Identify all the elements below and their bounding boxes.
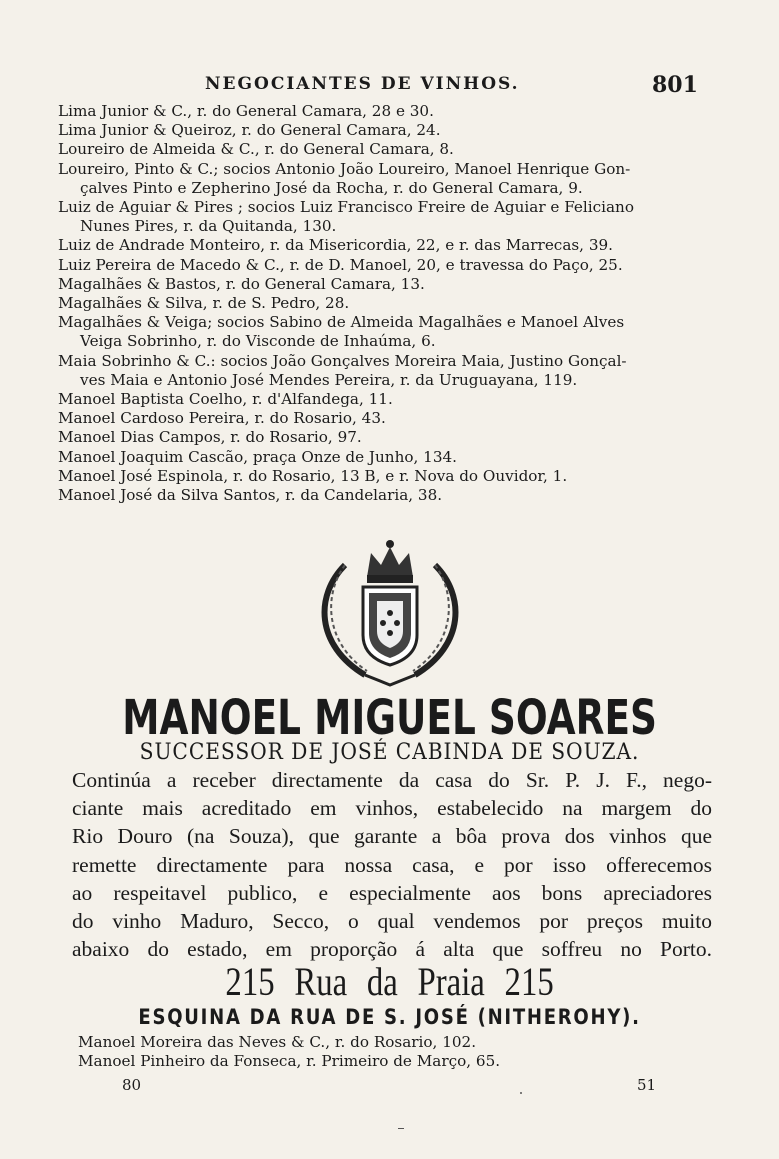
listing-entry: Manoel José Espinola, r. do Rosario, 13 B, e r. Nova do Ouvidor, 1. <box>58 466 568 485</box>
listing-entry: Luiz Pereira de Macedo & C., r. de D. Manoel, 20, e travessa do Paço, 25. <box>58 255 623 274</box>
page-header-title: NEGOCIANTES DE VINHOS. <box>205 74 520 94</box>
royal-coat-of-arms-emblem <box>305 535 475 690</box>
listing-entry: ves Maia e Antonio José Mendes Pereira, r. da Uruguayana, 119. <box>80 370 578 389</box>
listing-entry: Manoel José da Silva Santos, r. da Candelaria, 38. <box>58 486 443 505</box>
advert-body-line: ao respeitavel publico, e especialmente aos bons apreciadores <box>72 880 712 905</box>
listing-entry: çalves Pinto e Zepherino José da Rocha, r. do General Camara, 9. <box>80 178 583 197</box>
advert-body-line: Rio Douro (na Souza), que garante a bôa prova dos vinhos que <box>72 824 712 849</box>
listing-entry: Manoel Moreira das Neves & C., r. do Rosario, 102. <box>78 1033 477 1051</box>
advert-corner-location: ESQUINA DA RUA DE S. JOSÉ (NITHEROHY). <box>138 1005 641 1029</box>
listing-entry: Magalhães & Veiga; socios Sabino de Almeida Magalhães e Manoel Alves <box>58 313 625 332</box>
advert-body-line: ciante mais acreditado em vinhos, estabelecido na margem do <box>72 796 712 821</box>
advert-body-line: remette directamente para nossa casa, e por isso offerecemos <box>72 852 712 877</box>
listing-entry: Loureiro, Pinto & C.; socios Antonio João Loureiro, Manoel Henrique Gon- <box>58 159 631 178</box>
listing-entry: Manoel Joaquim Cascão, praça Onze de Junho, 134. <box>58 447 457 466</box>
advert-subtitle: SUCCESSOR DE JOSÉ CABINDA DE SOUZA. <box>139 740 640 765</box>
listing-entry: Manoel Cardoso Pereira, r. do Rosario, 43. <box>58 409 386 428</box>
advert-body-line: Continúa a receber directamente da casa do Sr. P. J. F., nego- <box>72 768 712 792</box>
page-number: 801 <box>652 72 698 98</box>
listing-entry: Magalhães & Bastos, r. do General Camara, 13. <box>58 274 425 293</box>
listing-entry: Lima Junior & C., r. do General Camara, 28 e 30. <box>58 102 434 120</box>
listing-entry: Magalhães & Silva, r. de S. Pedro, 28. <box>58 294 350 313</box>
bottom-listings <box>78 1033 500 1071</box>
listing-entry: Manoel Dias Campos, r. do Rosario, 97. <box>58 428 362 447</box>
advert-address: 215 Rua da Praia 215 <box>225 959 554 1004</box>
advert-merchant-name: MANOEL MIGUEL SOARES <box>122 690 658 746</box>
listing-entry: Maia Sobrinho & C.: socios João Gonçalves Moreira Maia, Justino Gonçal- <box>58 351 627 370</box>
listing-entry: Manoel Pinheiro da Fonseca, r. Primeiro de Março, 65. <box>78 1052 501 1071</box>
merchant-listings <box>58 102 708 505</box>
listing-entry: Luiz de Andrade Monteiro, r. da Misericordia, 22, e r. das Marrecas, 39. <box>58 236 613 255</box>
footer-left-number: 80 <box>122 1076 142 1094</box>
advert-body-line: abaixo do estado, em proporção á alta que soffreu no Porto. <box>72 937 712 962</box>
listing-entry: Luiz de Aguiar & Pires ; socios Luiz Francisco Freire de Aguiar e Feliciano <box>58 198 634 217</box>
advert-body-text <box>72 766 712 963</box>
listing-entry: Manoel Baptista Coelho, r. d'Alfandega, 11. <box>58 390 393 409</box>
print-mark <box>398 1128 404 1129</box>
advert-body-line: do vinho Maduro, Secco, o qual vendemos por preços muito <box>72 909 712 934</box>
listing-entry: Nunes Pires, r. da Quitanda, 130. <box>80 217 337 236</box>
listing-entry: Lima Junior & Queiroz, r. do General Camara, 24. <box>58 121 441 140</box>
listing-entry: Veiga Sobrinho, r. do Visconde de Inhaúma, 6. <box>80 332 436 351</box>
footer-right-number: 51 <box>637 1076 657 1094</box>
print-speck <box>520 1092 522 1094</box>
listing-entry: Loureiro de Almeida & C., r. do General Camara, 8. <box>58 140 454 159</box>
